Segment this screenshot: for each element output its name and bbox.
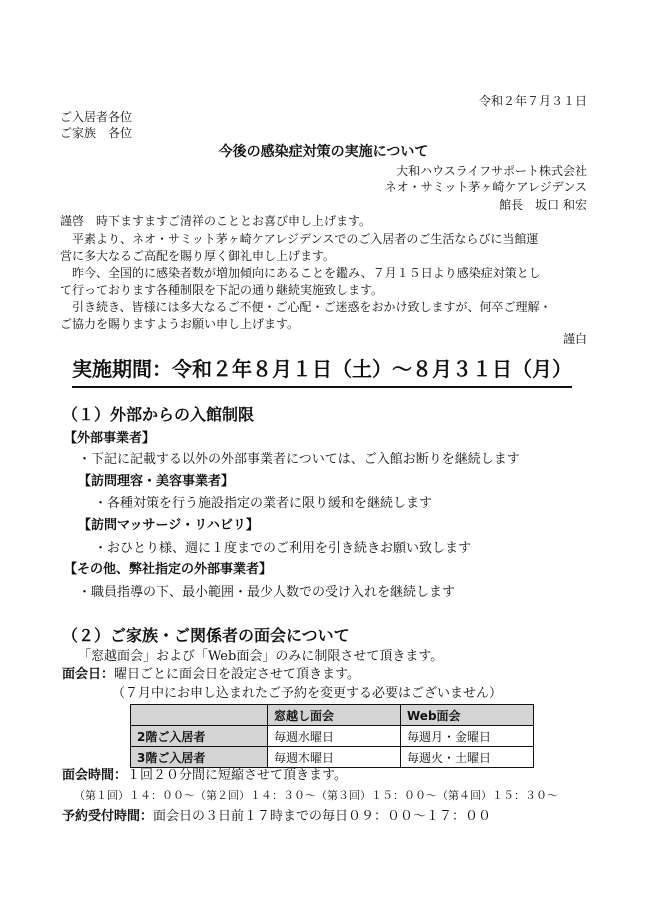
visit-time-line	[62, 767, 347, 785]
section1-heading: （１）外部からの入館制限	[62, 405, 255, 424]
barber-label: 【訪問理容・美容事業者】	[78, 474, 235, 489]
table-cell: 毎週木曜日	[268, 747, 401, 768]
body-line: 昨今、全国的に感染者数が増加傾向にあることを鑑み、７月１５日より感染症対策とし	[60, 266, 541, 280]
body-line: て行っております各種制限を下記の通り継続実施致します。	[60, 283, 384, 297]
massage-text: ・おひとり様、週に１度までのご利用を引き続きお願い致します	[94, 541, 472, 556]
table-header-row	[131, 705, 534, 726]
visit-day-text: 曜日ごとに面会日を設定させて頂きます。	[114, 667, 360, 682]
reservation-text: 面会日の３日前１７時までの毎日０９：００～１７：００	[153, 809, 492, 824]
table-cell: 毎週水曜日	[268, 726, 401, 747]
body-line: 謹啓 時下ますますご清祥のこととお喜び申し上げます。	[60, 214, 372, 228]
body-line: 引き続き、皆様には多大なるご不便・ご心配・ご迷惑をおかけ致しますが、何卒ご理解・	[60, 300, 552, 314]
sender-company: 大和ハウスライフサポート株式会社	[396, 164, 587, 178]
table-header-web: Web面会	[401, 705, 534, 726]
visit-note: （７月中にお申し込まれたご予約を変更する必要はございません）	[112, 686, 503, 701]
closing: 謹白	[562, 332, 587, 346]
document-date: 令和２年７月３１日	[478, 94, 587, 108]
body-line: 平素より、ネオ・サミット茅ヶ崎ケアレジデンスでのご入居者のご生活ならびに当館運	[60, 232, 539, 246]
reservation-label: 予約受付時間：	[62, 809, 154, 824]
visit-time-label: 面会時間：	[62, 768, 128, 783]
addressee-residents: ご入居者各位	[60, 110, 133, 124]
outside-vendors-label: 【外部事業者】	[64, 431, 156, 446]
table-row-header: 2階ご入居者	[131, 726, 268, 747]
body-line: 営に多大なるご高配を賜り厚く御礼申し上げます。	[60, 249, 336, 263]
table-row	[131, 726, 534, 747]
visit-intro: 「窓越面会」および「Web面会」のみに制限させて頂きます。	[78, 649, 444, 664]
outside-vendors-text: ・下記に記載する以外の外部事業者については、ご入館お断りを継続します	[78, 452, 520, 467]
visit-time-slots: （第１回）１４：００～（第２回）１４：３０～（第３回）１５：００～（第４回）１５：３０～	[74, 789, 558, 802]
visit-day-label: 面会日：	[62, 667, 115, 682]
visit-schedule-table	[130, 704, 534, 768]
table-row-header: 3階ご入居者	[131, 747, 268, 768]
addressee-families: ご家族 各位	[60, 126, 133, 140]
massage-label: 【訪問マッサージ・リハビリ】	[78, 518, 259, 533]
other-vendors-text: ・職員指導の下、最小範囲・最少人数での受け入れを継続します	[78, 585, 456, 600]
table-row	[131, 747, 534, 768]
table-corner-cell	[131, 705, 268, 726]
table-cell: 毎週月・金曜日	[401, 726, 534, 747]
section2-heading: （２）ご家族・ご関係者の面会について	[62, 626, 350, 645]
implementation-period: 実施期間：令和２年８月１日（土）～８月３１日（月）	[72, 354, 572, 388]
other-vendors-label: 【その他、弊社指定の外部事業者】	[64, 562, 273, 577]
table-header-window: 窓越し面会	[268, 705, 401, 726]
table-cell: 毎週火・土曜日	[401, 747, 534, 768]
sender-manager: 館長 坂口 和宏	[499, 198, 587, 212]
reservation-line	[62, 808, 491, 826]
body-line: ご協力を賜りますようお願い申し上げます。	[60, 317, 300, 331]
document-title: 今後の感染症対策の実施について	[218, 144, 429, 160]
visit-time-text: １回２０分間に短縮させて頂きます。	[127, 768, 347, 783]
barber-text: ・各種対策を行う施設指定の業者に限り緩和を継続します	[94, 496, 433, 511]
visit-day-line	[62, 666, 360, 684]
sender-facility: ネオ・サミット茅ヶ崎ケアレジデンス	[384, 180, 587, 194]
